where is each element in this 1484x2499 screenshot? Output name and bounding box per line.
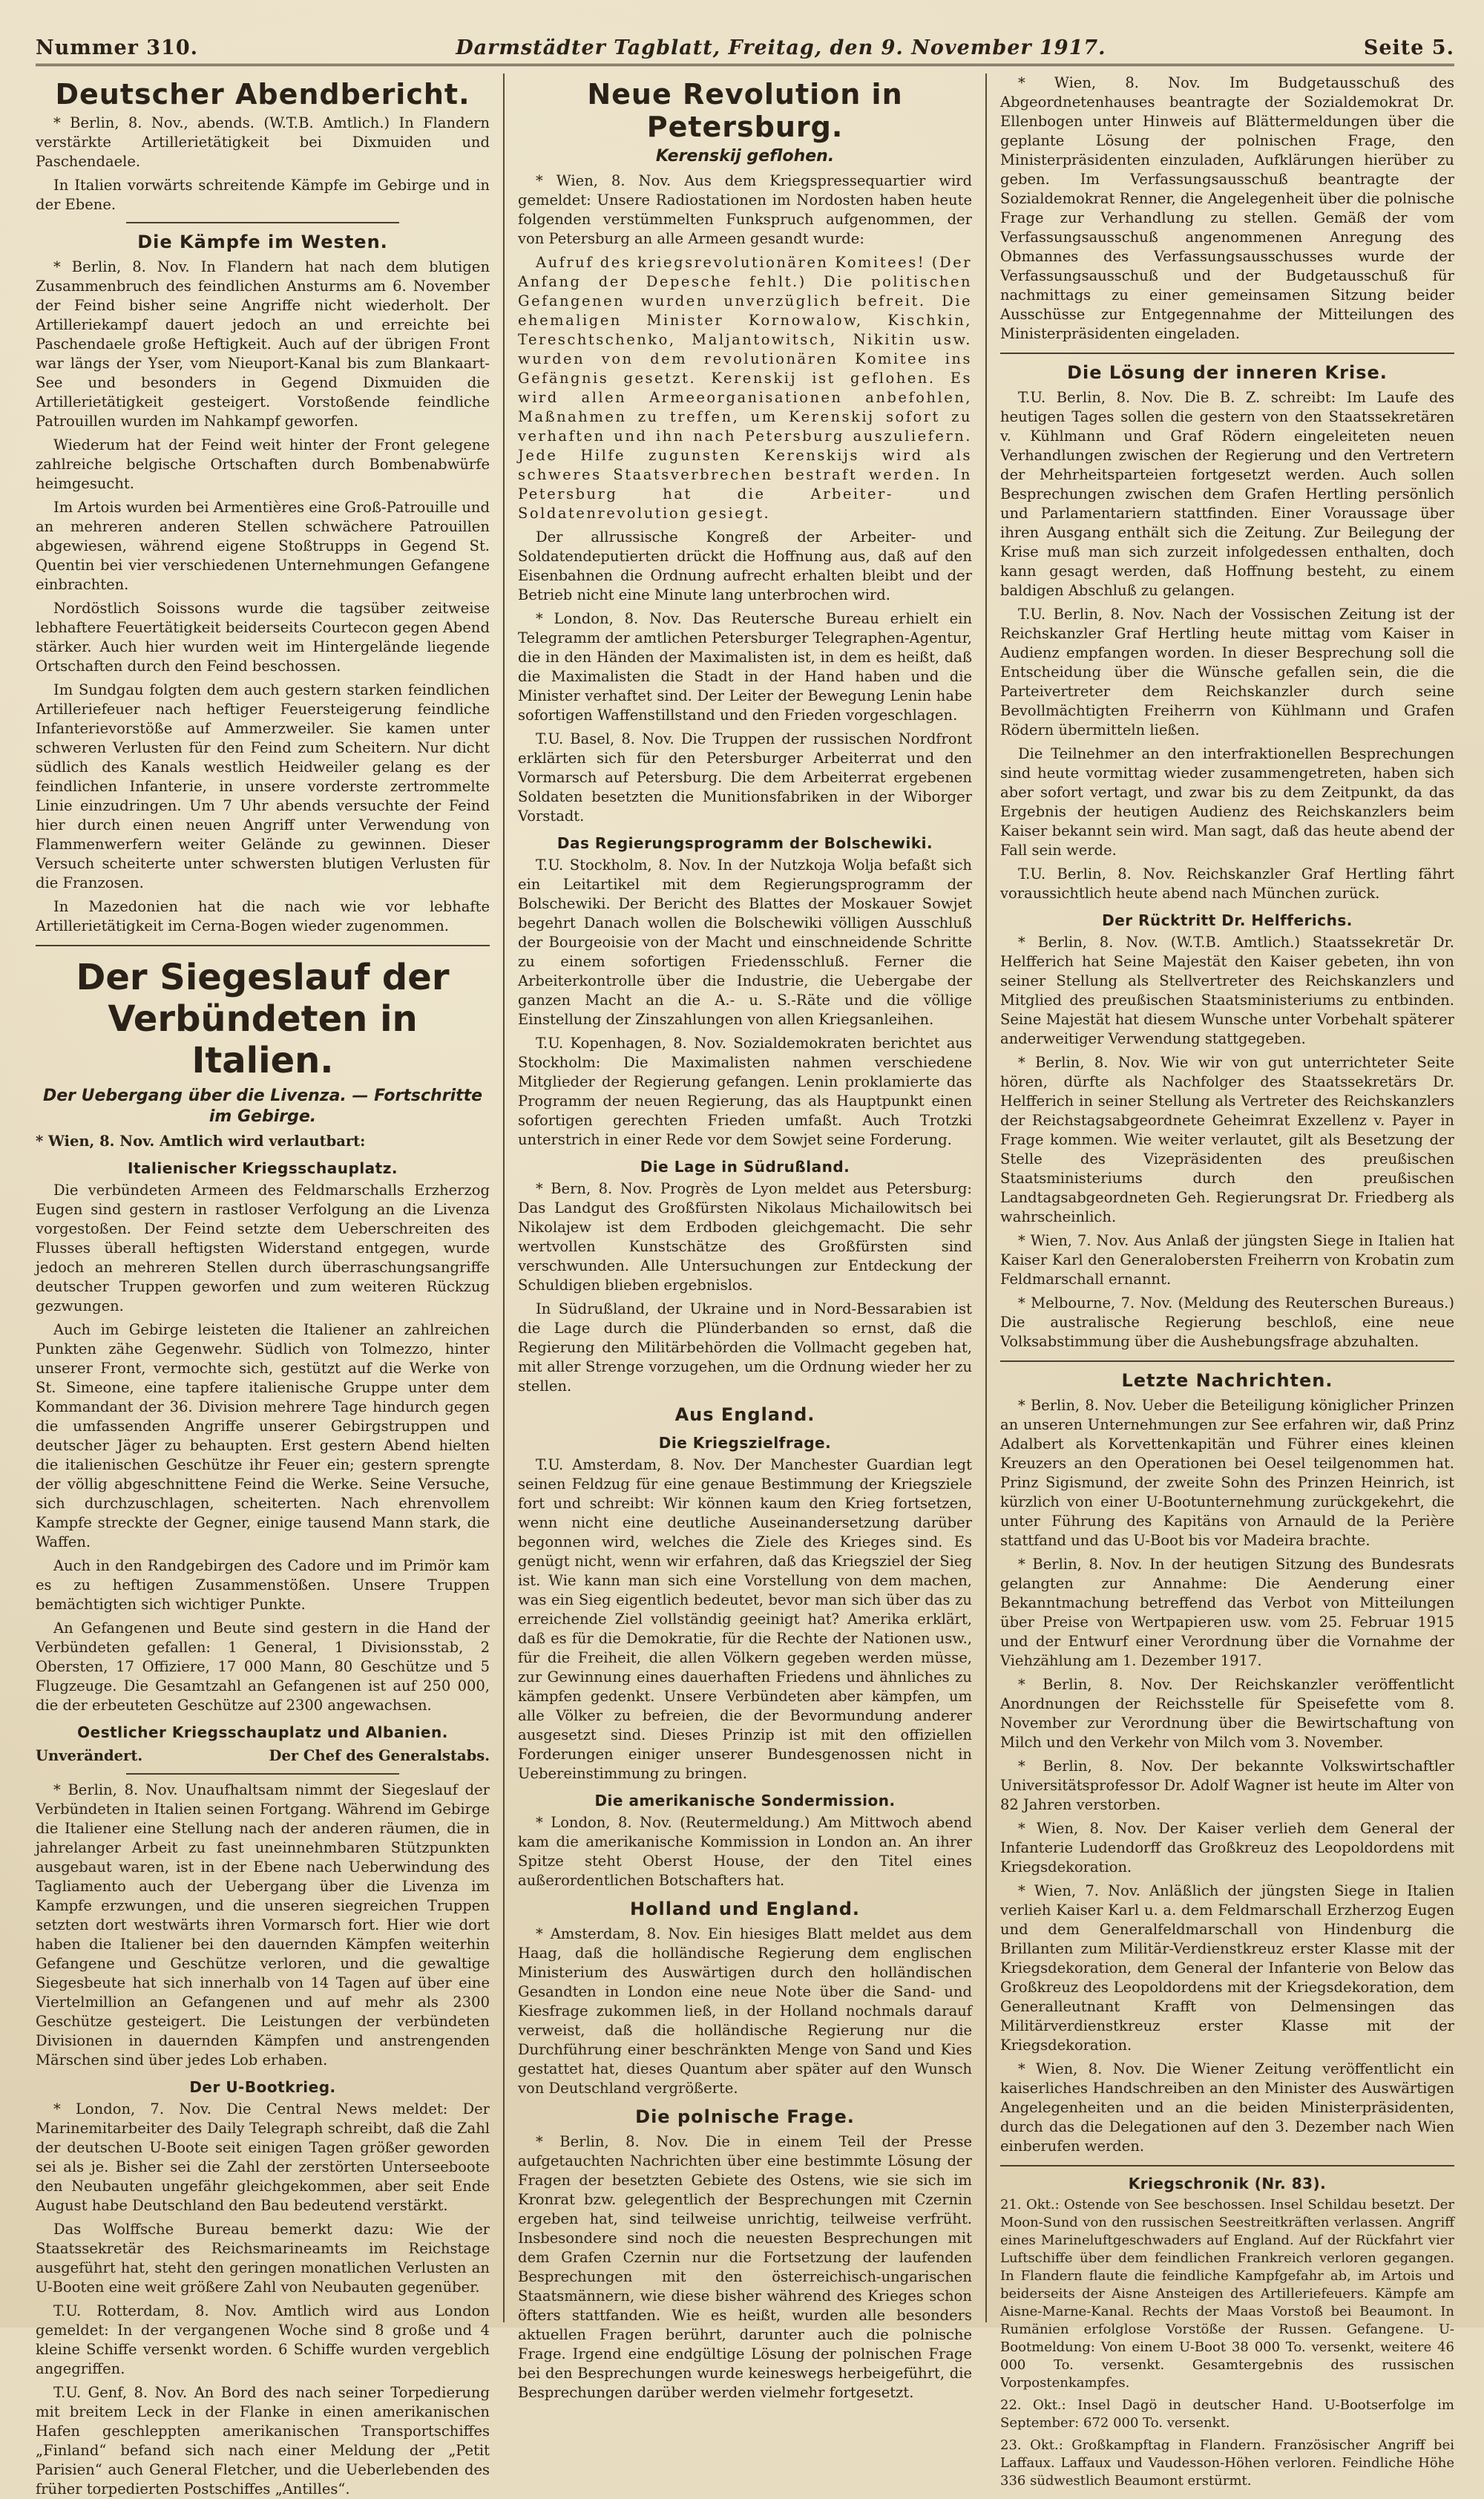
paragraph: An Gefangenen und Beute sind gestern in die Hand der Verbündeten gefallen: 1 General, 1 Divisionsstab, 2 Obersten, 17 Offiziere, 17 000 Mann, 80 Geschütze und 5 Flugzeuge. Die Gesamtzahl an Gefangenen ist auf 250 000, die der erbeuteten Geschütze auf 2300 angewachsen. xyxy=(36,1619,490,1714)
paragraph: Die verbündeten Armeen des Feldmarschalls Erzherzog Eugen sind gestern in rastloser Verfolgung an die Livenza vorgestoßen. Der Feind setzte dem Ueberschreiten des Flusses überall heftigsten Widerstand entgegen, wurde jedoch an mehreren Stellen durch überraschungsangriffe deutscher Truppen geworfen und zum weiteren Rückzug gezwungen. xyxy=(36,1182,490,1314)
paragraph: T.U. Amsterdam, 8. Nov. Der Manchester Guardian legt seinen Feldzug für eine genaue Bestimmung der Kriegsziele fort und schreibt: Wir können kaum den Krieg fortsetzen, wenn nicht eine deutliche Auseinandersetzung darüber begonnen wird, welches die Ziele des Krieges sind. Es genügt nicht, wenn wir erfahren, daß das Kriegsziel der Sieg ist. Wie kann man sich eine Vorstellung von dem machen, was ein Sieg eigentlich bedeutet, bevor man sich über das zu erreichende Ziel vollständig geeinigt hat? Amerika erklärt, daß es für die Demokratie, für die Rechte der Nationen usw., für die Freiheit, die allen Völkern gegeben werden müsse, zur Gewinnung eines dauerhaften Friedens und ähnliches zu kämpfen gedenkt. Unsere Verbündeten aber kämpfen, um alle Völker zu befreien, die der Bevormundung anderer ausgesetzt sind. Dieses Prinzip ist mit den offiziellen Forderungen einiger unserer Bundesgenossen nicht in Uebereinstimmung zu bringen. xyxy=(518,1456,972,1782)
chronik-entry: 22. Okt.: Insel Dagö in deutscher Hand. U-Bootserfolge im September: 672 000 To. versenkt. xyxy=(1000,2397,1454,2431)
paragraph: In Mazedonien hat die nach wie vor lebhafte Artillerietätigkeit im Cerna-Bogen wieder zugenommen. xyxy=(36,898,490,934)
masthead xyxy=(36,27,1454,66)
headline-amerik-mission: Die amerikanische Sondermission. xyxy=(594,1792,896,1809)
paragraph: * Berlin, 8. Nov. In der heutigen Sitzung des Bundesrats gelangten zur Annahme: Die Aenderung einer Bekanntmachung betreffend das Verbot von Mitteilungen über Preise von Wertpapieren usw. vom 25. Februar 1915 und der Entwurf einer Verordnung über die Vornahme der Viehzählung am 1. Dezember 1917. xyxy=(1000,1556,1454,1669)
paragraph: * Berlin, 8. Nov. In Flandern hat nach dem blutigen Zusammenbruch des feindlichen Ansturms am 6. November der Feind bisher seine Angriffe nicht wiederholt. Der Artilleriekampf dauert jedoch an und erreichte bei Paschendaele große Heftigkeit. Auch auf der übrigen Front war längs der Yser, vom Nieuport-Kanal bis zum Blankaart-See und besonders in Gegend Dixmuiden die Artillerietätigkeit gesteigert. Vorstoßende feindliche Patrouillen wurden im Nahkampf geworfen. xyxy=(36,258,490,430)
paragraph: T.U. Genf, 8. Nov. An Bord des nach seiner Torpedierung mit breitem Leck in der Flanke in einen amerikanischen Hafen geschleppten amerikanischen Transportschiffes „Finland“ befand sich nach einer Meldung der „Petit Parisien“ auch General Fletcher, und die Ueberlebenden des früher torpedierten Postschiffes „Antilles“. xyxy=(36,2384,490,2498)
paragraph: * Berlin, 8. Nov. Der bekannte Volkswirtschaftler Universitätsprofessor Dr. Adolf Wagner ist heute im Alter von 82 Jahren verstorben. xyxy=(1000,1758,1454,1813)
newspaper-title-date: Darmstädter Tagblatt, Freitag, den 9. November 1917. xyxy=(456,36,1106,59)
paragraph: Auch im Gebirge leisteten die Italiener an zahlreichen Punkten zähe Gegenwehr. Südlich von Tolmezzo, hinter unserer Front, vermochte sich, gestützt auf die Werke von St. Simeone, eine tapfere italienische Gruppe unter dem Kommandant der 36. Division mehrere Tage hindurch gegen die umfassenden Angriffe unserer Gebirgstruppen und deutscher Jäger zu behaupten. Erst gestern Abend hielten die italienischen Geschütze ihr Feuer ein; gestern sprengte der völlig abgeschnittene Feind die Werke. Seine Versuche, sich durchzuschlagen, scheiterten. Nach ehrenvollem Kampfe streckte der Gegner, einige tausend Mann stark, die Waffen. xyxy=(36,1321,490,1550)
paragraph: * Berlin, 8. Nov. Unaufhaltsam nimmt der Siegeslauf der Verbündeten in Italien seinen Fortgang. Während im Gebirge die Italiener eine Stellung nach der anderen räumen, die in jahrelanger Arbeit zu fast uneinnehmbaren Stützpunkten ausgebaut waren, ist in der Ebene nach Ueberwindung des Tagliamento auch der Uebergang über die Livenza im Kampfe erzwungen, und die unseren siegreichen Truppen setzten dort westwärts ihren Vormarsch fort. Hier wie dort haben die Italiener bei den dauernden Kämpfen weiterhin Gefangene und Geschütze verloren, und die gewaltige Siegesbeute hat sich innerhalb von 14 Tagen auf über eine Viertelmillion an Gefangenen und auf mehr als 2300 Geschütze gesteigert. Die Leistungen der verbündeten Divisionen in dauernden Kämpfen und anstrengenden Märschen sind über jedes Lob erhaben. xyxy=(36,1781,490,2069)
paragraph: * London, 8. Nov. (Reutermeldung.) Am Mittwoch abend kam die amerikanische Kommission in London an. An ihrer Spitze steht Oberst House, der den Titel eines außerordentlichen Botschafters hat. xyxy=(518,1814,972,1889)
paragraph: * Wien, 8. Nov. Der Kaiser verlieh dem General der Infanterie Ludendorff das Großkreuz des Leopoldordens mit Kriegsdekoration. xyxy=(1000,1820,1454,1876)
headline-kriegschronik: Kriegschronik (Nr. 83). xyxy=(1128,2175,1327,2192)
paragraph: * Melbourne, 7. Nov. (Meldung des Reuterschen Bureaus.) Die australische Regierung beschloß, eine neue Volksabstimmung über die Aushebungsfrage abzuhalten. xyxy=(1000,1294,1454,1350)
headline-suedrussland: Die Lage in Südrußland. xyxy=(640,1158,850,1176)
paragraph: Der allrussische Kongreß der Arbeiter- und Soldatendeputierten drückt die Hoffnung aus, daß auf den Eisenbahnen die Ordnung aufrecht erhalten bleibt und der Betrieb nicht eine Minute lang unterbrochen wird. xyxy=(518,528,972,603)
paragraph: Die Teilnehmer an den interfraktionellen Besprechungen sind heute vormittag wieder zusammengetreten, haben sich aber sofort vertagt, und zwar bis zu dem Zeitpunkt, da das Ergebnis der heutigen Audienz des Reichskanzlers beim Kaiser bekannt sein wird. Man sagt, daß das heute abend der Fall sein werde. xyxy=(1000,745,1454,859)
headline-letzte-nachrichten: Letzte Nachrichten. xyxy=(1121,1370,1333,1391)
headline-polnische-frage: Die polnische Frage. xyxy=(635,2106,855,2127)
divider xyxy=(126,222,398,223)
paragraph: * Wien, 8. Nov. Im Budgetausschuß des Abgeordnetenhauses beantragte der Sozialdemokrat Dr. Ellenbogen unter Hinweis auf Blättermeldungen über die geplante Lösung der polnischen Frage, den Ministerpräsidenten einzuladen, Aufklärungen hierüber zu geben. Im Verfassungsausschuß beantragte der Sozialdemokrat Renner, die Angelegenheit über die polnische Frage zur Verhandlung zu stellen. Gemäß der vom Verfassungsausschuß angenommenen Anregung des Obmannes des Verfassungsausschusses wurde der Verfassungsausschuß und der Budgetausschuß für nachmittags zu einer gemeinsamen Sitzung beider Ausschüsse zur Entgegennahme der Mitteilungen des Ministerpräsidenten eingeladen. xyxy=(1000,74,1454,342)
headline-bolschewiki: Das Regierungsprogramm der Bolschewiki. xyxy=(556,834,933,852)
column-1 xyxy=(36,73,503,2498)
divider xyxy=(1000,1360,1454,1362)
headline-uboot: Der U-Bootkrieg. xyxy=(189,2078,336,2096)
paragraph: * London, 8. Nov. Das Reutersche Bureau erhielt ein Telegramm der amtlichen Petersburger Telegraphen-Agentur, die in den Händen der Maximalisten ist, in dem es heißt, daß die Maximalisten die Stadt in der Hand haben und die Minister verhaftet sind. Der Leiter der Bewegung Lenin habe sofortigen Waffenstillstand und den Frieden vorgeschlagen. xyxy=(518,610,972,724)
paragraph: Aufruf des kriegsrevolutionären Komitees! (Der Anfang der Depesche fehlt.) Die politischen Gefangenen wurden unverzüglich befreit. Die ehemaligen Minister Kornowalow, Kischkin, Tereschtschenko, Maljantowitsch, Nikitin usw. wurden von dem revolutionären Komitee ins Gefängnis gesetzt. Kerenskij ist geflohen. Es wird allen Armeeorganisationen anbefohlen, Maßnahmen zu treffen, um Kerenskij sofort zu verhaften und ihn nach Petersburg auszuliefern. Jede Hilfe zugunsten Kerenskijs wird als schweres Staatsverbrechen bestraft werden. In Petersburg hat die Arbeiter- und Soldatenrevolution gesiegt. xyxy=(518,254,972,522)
paragraph: * London, 7. Nov. Die Central News meldet: Der Marinemitarbeiter des Daily Telegraph schreibt, daß die Zahl der deutschen U-Boote seit einigen Tagen größer geworden sei als je. Bisher sei die Zahl der zerstörten Unterseeboote den Neubauten ungefähr gleichgekommen, aber seit Ende August habe Deutschland den Bau bedeutend verstärkt. xyxy=(36,2100,490,2214)
paragraph: * Berlin, 8. Nov. Wie wir von gut unterrichteter Seite hören, dürfte als Nachfolger des Staatssekretärs Dr. Helfferich in seiner Stellung als Vertreter des Reichskanzlers der Reichstagsabgeordnete Geheimrat Exzellenz v. Payer in Frage kommen. Wie weiter verlautet, gilt als Besetzung der Stelle des Vizepräsidenten des preußischen Staatsministeriums durch den preußischen Landtagsabgeordneten Geh. Regierungsrat Dr. Friedberg als wahrscheinlich. xyxy=(1000,1054,1454,1225)
signature-line xyxy=(36,1746,490,1766)
paragraph: Das Wolffsche Bureau bemerkt dazu: Wie der Staatssekretär des Reichsmarineamts im Reichstage ausgeführt hat, steht den geringen monatlichen Verlusten an U-Booten eine weit größere Zahl von Neubauten gegenüber. xyxy=(36,2221,490,2296)
divider xyxy=(1000,353,1454,354)
divider xyxy=(1000,2165,1454,2166)
columns xyxy=(36,73,1454,2498)
kriegschronik xyxy=(1000,2196,1454,2490)
headline-kriegszielfrage: Die Kriegszielfrage. xyxy=(658,1434,832,1452)
paragraph: Im Artois wurden bei Armentières eine Groß-Patrouille und an mehreren anderen Stellen schwächere Patrouillen abgewiesen, während eigene Stoßtrupps in Gegend St. Quentin bei vier verschiedenen Unternehmungen Gefangene einbrachten. xyxy=(36,499,490,593)
paragraph: * Berlin, 8. Nov. (W.T.B. Amtlich.) Staatssekretär Dr. Helfferich hat Seine Majestät den Kaiser gebeten, ihn von seiner Stellung als Stellvertreter des Reichskanzlers und Mitglied des preußischen Staatsministeriums zu entbinden. Seine Majestät hat diesem Wunsche unter Vorbehalt späterer anderweitiger Verwendung stattgegeben. xyxy=(1000,934,1454,1047)
paragraph: Im Sundgau folgten dem auch gestern starken feindlichen Artilleriefeuer nach heftiger Feuersteigerung feindliche Infanterievorstöße auf Ammerzweiler. Sie kamen unter schweren Verlusten für den Feind zum Scheitern. Nur dicht südlich des Kanals westlich Heidweiler gelang es der feindlichen Infanterie, in unsere vorderste zertrommelte Linie einzudringen. Um 7 Uhr abends versuchte der Feind hier durch einen neuen Angriff unter Verwendung von Flammenwerfern weiter Gelände zu gewinnen. Dieser Versuch scheiterte unter schwersten blutigen Verlusten für die Franzosen. xyxy=(36,681,490,891)
headline-helfferich: Der Rücktritt Dr. Helfferichs. xyxy=(1102,911,1353,929)
divider xyxy=(36,945,490,946)
paragraph: * Berlin, 8. Nov. Der Reichskanzler veröffentlicht Anordnungen der Reichsstelle für Speisefette vom 8. November zur Verordnung über die Bewirtschaftung von Milch und den Verkehr von Milch vom 3. November. xyxy=(1000,1676,1454,1751)
paragraph: In Südrußland, der Ukraine und in Nord-Bessarabien ist die Lage durch die Plünderbanden so ernst, daß die Regierung den Militärbehörden die Vollmacht gegeben hat, mit aller Strenge vorzugehen, um die Ordnung wieder her zu stellen. xyxy=(518,1300,972,1395)
paragraph: * Wien, 7. Nov. Anläßlich der jüngsten Siege in Italien verlieh Kaiser Karl u. a. dem Feldmarschall Erzherzog Eugen und dem Generalfeldmarschall von Hindenburg die Brillanten zum Militär-Verdienstkreuz erster Klasse mit der Kriegsdekoration, dem General der Infanterie von Below das Großkreuz des Leopoldordens mit der Kriegsdekoration, dem Generalleutnant Krafft von Delmensingen das Militärverdienstkreuz erster Klasse mit der Kriegsdekoration. xyxy=(1000,1882,1454,2054)
headline-siegeslauf: Der Siegeslauf der Verbündeten in Italien. xyxy=(76,957,450,1081)
column-3 xyxy=(985,73,1454,2489)
paragraph: Nordöstlich Soissons wurde die tagsüber zeitweise lebhaftere Feuertätigkeit beiderseits Courtecon gegen Abend stärker. Auch hier wurden weit im Hintergelände liegende Ortschaften durch den Feind beschossen. xyxy=(36,600,490,675)
headline-ital-kriegsschauplatz: Italienischer Kriegsschauplatz. xyxy=(128,1159,398,1177)
paragraph: * Bern, 8. Nov. Progrès de Lyon meldet aus Petersburg: Das Landgut des Großfürsten Nikolaus Michailowitsch bei Nikolajew ist dem Erdboden gleichgemacht. Die sehr wertvollen Kunstschätze des Großfürsten sind verschwunden. Alle Untersuchungen zur Entdeckung der Schuldigen blieben ergebnislos. xyxy=(518,1180,972,1294)
chronik-entry: 23. Okt.: Großkampftag in Flandern. Französischer Angriff bei Laffaux. Laffaux und Vaudesson-Höhen verloren. Feindliche Höhe 336 südwestlich Beaumont erstürmt. xyxy=(1000,2437,1454,2489)
headline-revolution: Neue Revolution in Petersburg. xyxy=(587,78,903,143)
page-number: Seite 5. xyxy=(1363,36,1454,59)
paragraph: * Wien, 8. Nov. Aus dem Kriegspressequartier wird gemeldet: Unsere Radiostationen im Nordosten haben heute folgenden verstümmelten Funkspruch aufgenommen, der von Petersburg an alle Armeen gesandt wurde: xyxy=(518,172,972,247)
paragraph: * Wien, 7. Nov. Aus Anlaß der jüngsten Siege in Italien hat Kaiser Karl den Generalobersten Freiherrn von Krobatin zum Feldmarschall ernannt. xyxy=(1000,1232,1454,1288)
unveraendert: Unverändert. xyxy=(36,1747,143,1764)
paragraph: Auch in den Randgebirgen des Cadore und im Primör kam es zu heftigen Zusammenstößen. Unsere Truppen bemächtigten sich wichtiger Punkte. xyxy=(36,1557,490,1613)
paragraph: T.U. Berlin, 8. Nov. Reichskanzler Graf Hertling fährt voraussichtlich heute abend nach München zurück. xyxy=(1000,865,1454,902)
paragraph: * Berlin, 8. Nov. Ueber die Beteiligung königlicher Prinzen an unseren Unternehmungen zur See erfahren wir, daß Prinz Adalbert als Korvettenkapitän und Führer eines kleinen Kreuzers an den Operationen bei Oesel teilgenommen hat. Prinz Sigismund, der zweite Sohn des Prinzen Heinrich, ist kürzlich von einer U-Bootunternehmung zurückgekehrt, die unter Führung des Kapitäns von Arnauld de la Perière stattfand und das U-Boot bis vor Madeira brachte. xyxy=(1000,1397,1454,1549)
column-2 xyxy=(503,73,985,2401)
paragraph: Wiederum hat der Feind weit hinter der Front gelegene zahlreiche belgische Ortschaften durch Bombenabwürfe heimgesucht. xyxy=(36,436,490,492)
paragraph: T.U. Berlin, 8. Nov. Die B. Z. schreibt: Im Laufe des heutigen Tages sollen die gestern von den Staatssekretären v. Kühlmann und Graf Rödern eingeleiteten neuen Verhandlungen zwischen der Regierung und den Vertretern der Mehrheitsparteien fortgesetzt werden. Auch sollen Besprechungen zwischen dem Grafen Hertling persönlich und Parlamentariern stattfinden. Einer Voraussage über ihren Ausgang enthält sich die Zeitung. Zur Beilegung der Krise muß man sich zurzeit infolgedessen enthalten, doch kann gesagt werden, daß Hoffnung besteht, zu einem baldigen Abschluß zu gelangen. xyxy=(1000,389,1454,599)
chronik-entry: 21. Okt.: Ostende von See beschossen. Insel Schildau besetzt. Der Moon-Sund von den russischen Seestreitkräften verlassen. Angriff eines Marineluftgeschwaders auf England. Auf der Rückfahrt vier Luftschiffe über dem feindlichen Frankreich verloren gegangen. In Flandern flaute die feindliche Kampfgefahr ab, im Artois und beiderseits der Aisne Ansteigen des Artilleriefeuers. Kämpfe am Aisne-Marne-Kanal. Rechts der Maas Vorstoß bei Beaumont. In Rumänien erfolglose Vorstöße der Russen. Gefangene. U-Bootmeldung: Von einem U-Boot 38 000 To. versenkt, weitere 46 000 To. versenkt. Gesamtergebnis des russischen Vorpostenkampfes. xyxy=(1000,2197,1454,2391)
subheadline-kerenskij: Kerenskij geflohen. xyxy=(655,147,835,166)
paragraph: * Amsterdam, 8. Nov. Ein hiesiges Blatt meldet aus dem Haag, daß die holländische Regierung dem englischen Ministerium des Auswärtigen durch den holländischen Gesandten in London eine neue Note über die Sand- und Kiesfrage zukommen ließ, in der Holland nochmals darauf verweist, daß die holländische Regierung nur die Durchführung einer beschränkten Menge von Sand und Kies gestattet hat, dieses Quantum aber später auf den Wunsch von Deutschland vergrößerte. xyxy=(518,1925,972,2097)
paragraph: T.U. Berlin, 8. Nov. Nach der Vossischen Zeitung ist der Reichskanzler Graf Hertling heute mittag vom Kaiser in Audienz empfangen worden. In dieser Besprechung soll die Entscheidung über die Wünsche gefallen sein, die die Parteivertreter dem Reichskanzler durch seine Bevollmächtigten Freiherrn von Kühlmann und Grafen Rödern übermitteln ließen. xyxy=(1000,606,1454,738)
paragraph: T.U. Stockholm, 8. Nov. In der Nutzkoja Wolja befaßt sich ein Leitartikel mit dem Regierungsprogramm der Bolschewiki. Der Bericht des Blattes der Moskauer Sowjet begehrt Danach wollen die Bolschewiki völligen Ausschluß der Bourgeoisie von der Macht und einschneidende Schritte zu einem sofortigen Friedensschluß. Ferner die Arbeiterkontrolle über die Industrie, die Uebergabe der ganzen Macht an die A.- u. S.-Räte und die völlige Einstellung der Zinszahlungen von allen Kriegsanleihen. xyxy=(518,857,972,1028)
paragraph: T.U. Rotterdam, 8. Nov. Amtlich wird aus London gemeldet: In der vergangenen Woche sind 8 große und 4 kleine Schiffe versenkt worden. 6 Schiffe wurden vergeblich angegriffen. xyxy=(36,2302,490,2377)
headline-innere-krise: Die Lösung der inneren Krise. xyxy=(1067,362,1388,383)
paragraph: T.U. Kopenhagen, 8. Nov. Sozialdemokraten berichtet aus Stockholm: Die Maximalisten nahmen verschiedene Mitglieder der Regierung gefangen. Lenin proklamierte das Programm der neuen Regierung, das als Hauptpunkt einen sofortigen gerechten Frieden umfaßt. Auch Trotzki unterstrich in einer Rede vor dem Sowjet seine Forderung. xyxy=(518,1035,972,1148)
headline-oestl-kriegsschauplatz: Oestlicher Kriegsschauplatz und Albanien. xyxy=(77,1723,448,1741)
paragraph: * Wien, 8. Nov. Die Wiener Zeitung veröffentlicht ein kaiserliches Handschreiben an den Minister des Auswärtigen Angelegenheiten und an die beiden Ministerpräsidenten, durch das die Delegationen auf den 3. Dezember nach Wien einberufen werden. xyxy=(1000,2060,1454,2155)
paragraph: * Wien, 8. Nov. Amtlich wird verlautbart: xyxy=(36,1133,366,1150)
subheadline-livenza: Der Uebergang über die Livenza. — Fortschritte im Gebirge. xyxy=(42,1087,483,1126)
divider xyxy=(126,1773,398,1775)
paragraph: In Italien vorwärts schreitende Kämpfe im Gebirge und in der Ebene. xyxy=(36,177,490,213)
paragraph: T.U. Basel, 8. Nov. Die Truppen der russischen Nordfront erklärten sich für den Petersburger Arbeiterrat und den Vormarsch auf Petersburg. Die dem Arbeiterrat ergebenen Soldaten besetzten die Munitionsfabriken in der Wiborger Vorstadt. xyxy=(518,730,972,825)
headline-england: Aus England. xyxy=(674,1404,815,1425)
issue-number: Nummer 310. xyxy=(36,36,199,59)
headline-holland-england: Holland und England. xyxy=(629,1899,860,1919)
chef-generalstab: Der Chef des Generalstabs. xyxy=(269,1747,490,1764)
headline-kaempfe-westen: Die Kämpfe im Westen. xyxy=(137,232,388,252)
paragraph: * Berlin, 8. Nov. Die in einem Teil der Presse aufgetauchten Nachrichten über eine bestimmte Lösung der Fragen der besetzten Gebiete des Ostens, wie sie sich im Kronrat bzw. gelegentlich der Besprechungen mit Czernin ergeben hat, sind teilweise unrichtig, teilweise verfrüht. Insbesondere sind noch die neuesten Besprechungen mit dem Grafen Czernin nur die Fortsetzung der laufenden Besprechungen mit den österreichisch-ungarischen Staatsmännern, wie diese bisher während des Krieges schon öfters stattfanden. Wie es heißt, wurden alle besonders aktuellen Fragen berührt, darunter auch die polnische Frage. Irgend eine endgültige Lösung der polnischen Frage bei den Besprechungen wurde keineswegs herbeigeführt, die Besprechungen darüber werden vielmehr fortgesetzt. xyxy=(518,2133,972,2401)
headline-abendbericht: Deutscher Abendbericht. xyxy=(55,78,470,111)
paragraph: * Berlin, 8. Nov., abends. (W.T.B. Amtlich.) In Flandern verstärkte Artillerietätigkeit bei Dixmuiden und Paschendaele. xyxy=(36,114,490,170)
